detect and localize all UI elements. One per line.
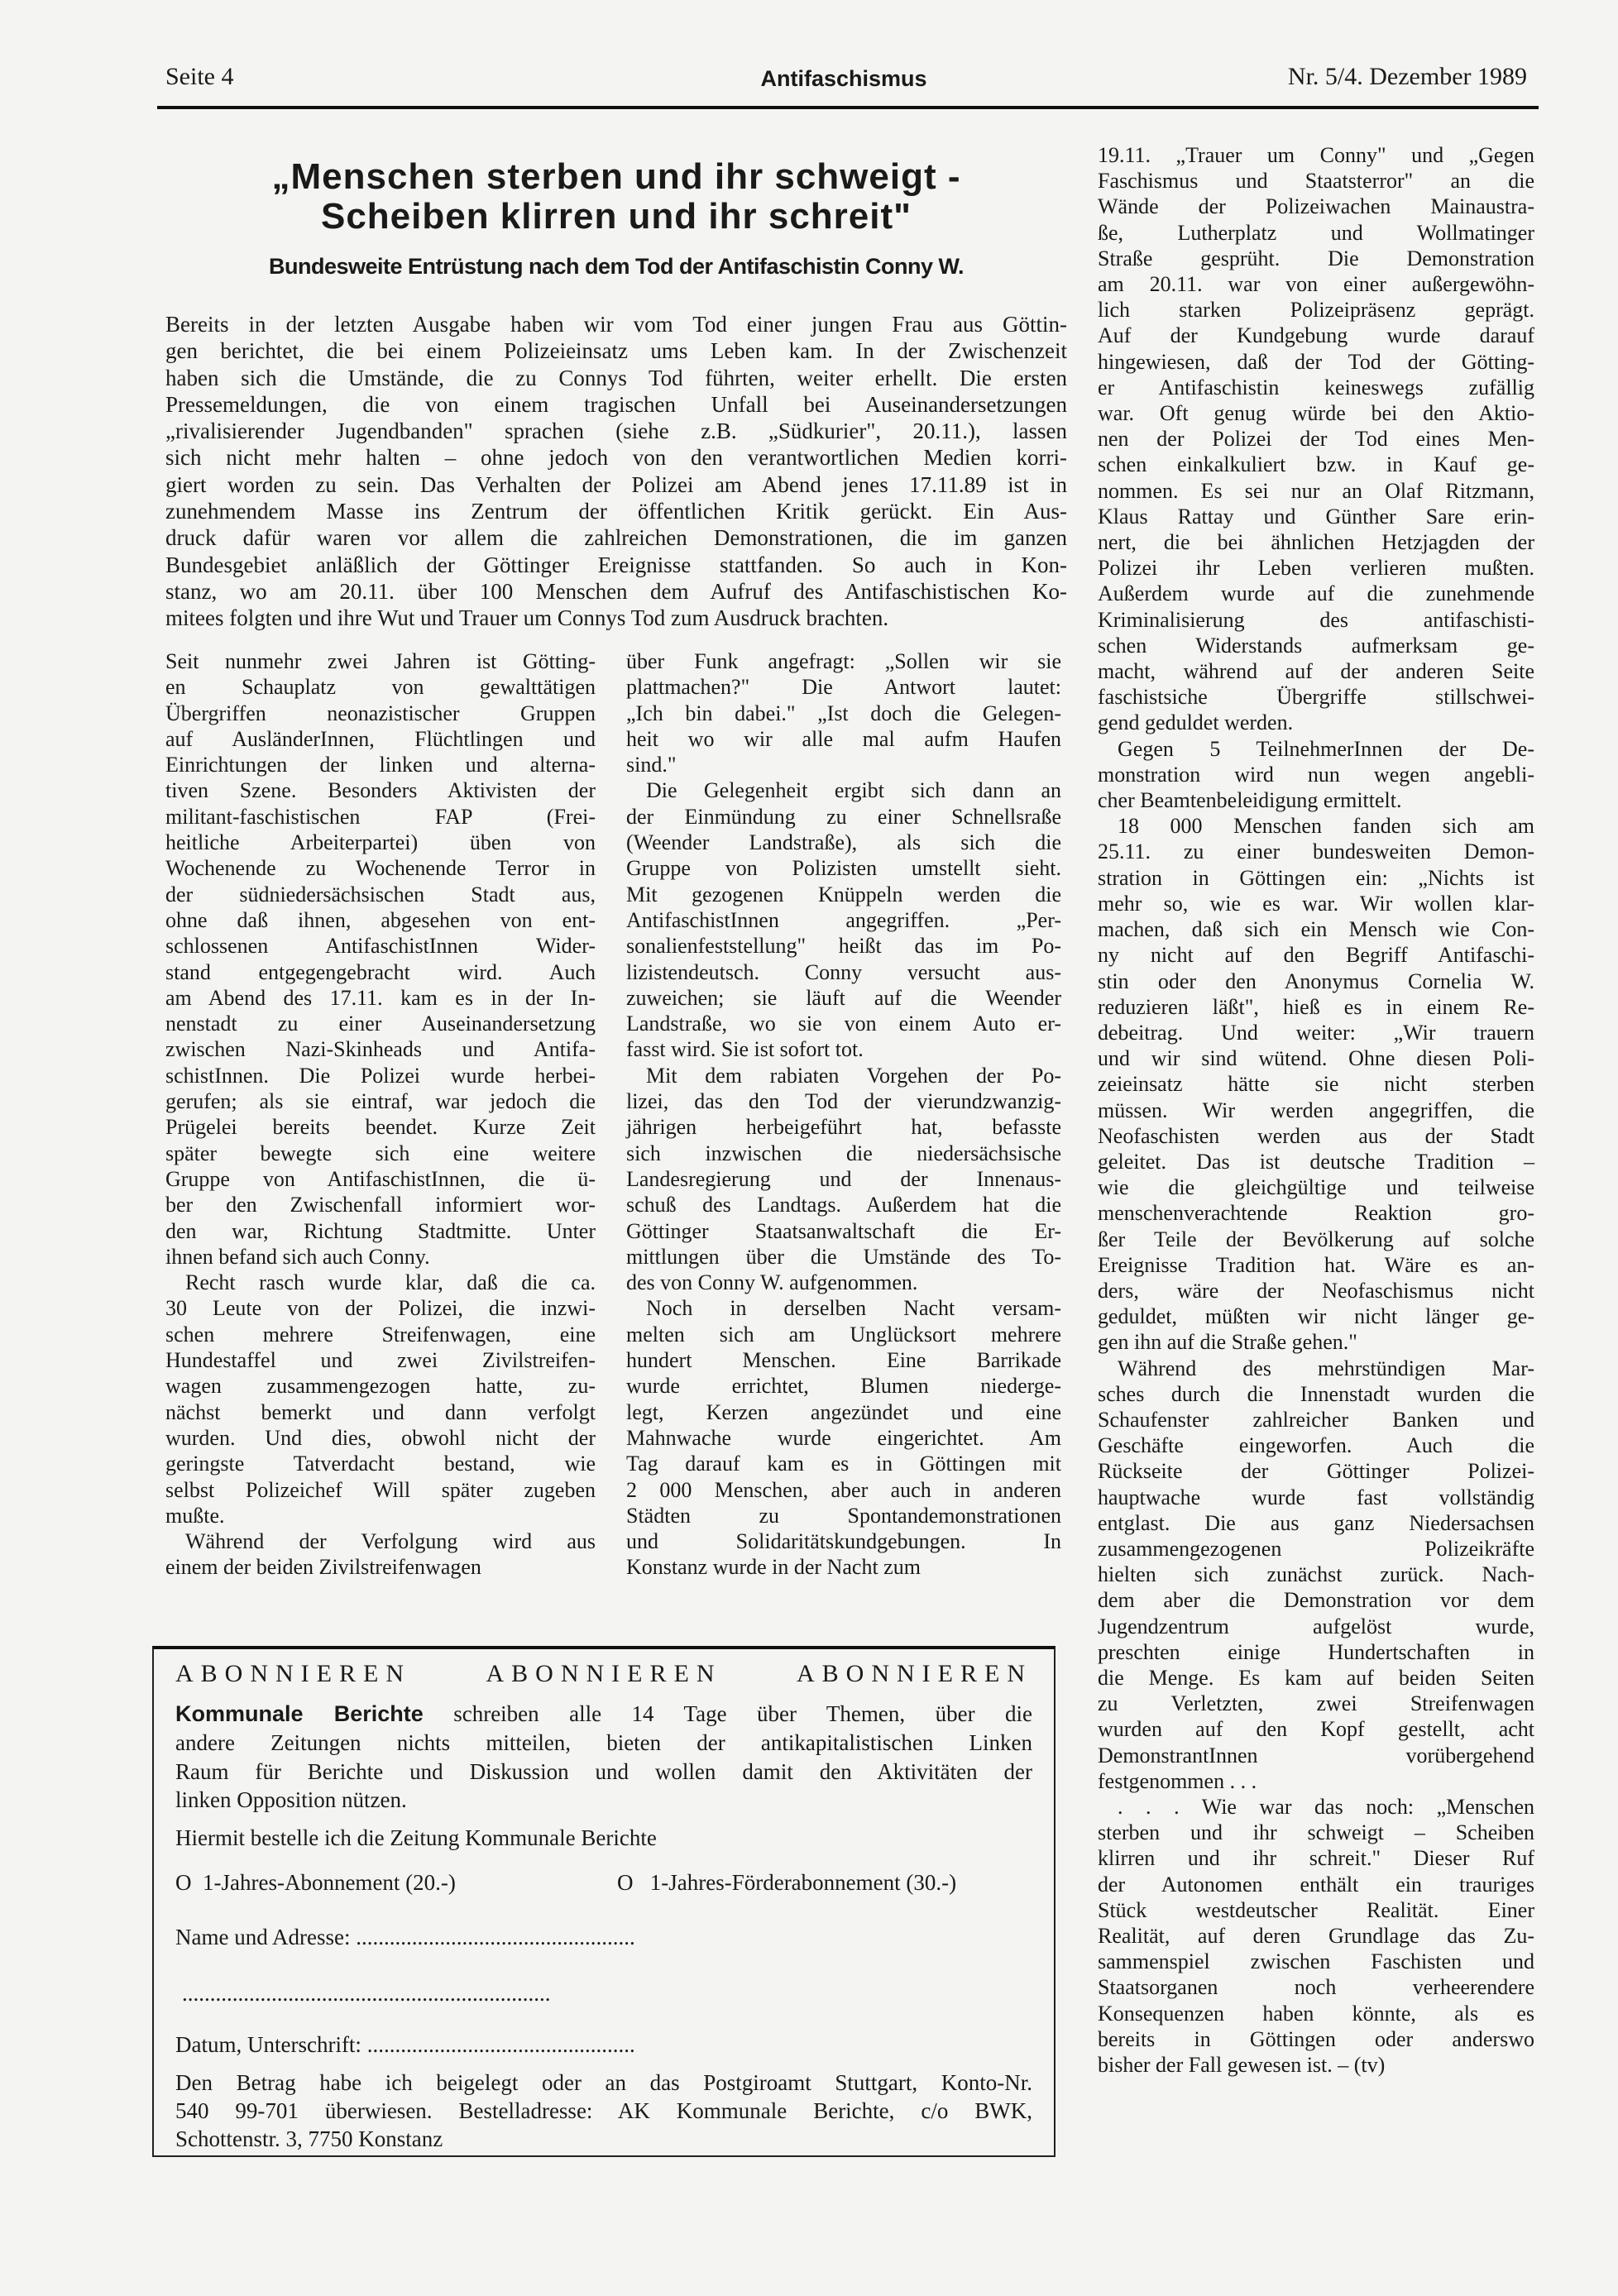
text-line: nommen. Es sei nur an Olaf Ritzmann, xyxy=(1098,478,1534,503)
text-line: druck dafür waren vor allem die zahlreichen Demonstrationen, die im ganzen xyxy=(165,525,1067,551)
text-line: nert, die bei ähnlichen Hetzjagden der xyxy=(1098,530,1534,555)
text-line: schistInnen. Die Polizei wurde herbei- xyxy=(165,1063,596,1088)
text-line: Gruppe von AntifaschistInnen, die ü- xyxy=(165,1166,596,1191)
text-line: Wände der Polizeiwachen Mainaustra- xyxy=(1098,194,1534,219)
text-line: Außerdem wurde auf die zunehmende xyxy=(1098,581,1534,606)
text-line: auf AusländerInnen, Flüchtlingen und xyxy=(165,726,596,751)
text-line: nächst bemerkt und dann verfolgt xyxy=(165,1399,596,1424)
text-line: ße, Lutherplatz und Wollmatinger xyxy=(1098,220,1534,245)
paragraph xyxy=(1098,736,1534,814)
text-line: menschenverachtende Reaktion gro- xyxy=(1098,1201,1534,1226)
text-line: lizistendeutsch. Conny versucht aus- xyxy=(626,959,1061,984)
text-line: mehr so, wie es war. Wir wollen klar- xyxy=(1098,891,1534,916)
text-line: geringste Tatverdacht bestand, wie xyxy=(165,1452,596,1476)
text-line: gen ihn auf die Straße gehen." xyxy=(1098,1330,1357,1355)
text-line: Ereignisse Tradition hat. Wäre es an- xyxy=(1098,1252,1534,1277)
option-annual[interactable]: O 1-Jahres-Abonnement (20.-) xyxy=(175,1870,456,1895)
text-line: zeieinsatz hätte sie nicht sterben xyxy=(1098,1072,1534,1097)
text-line: AntifaschistInnen angegriffen. „Per- xyxy=(626,907,1061,932)
subscription-box xyxy=(152,1646,1056,2157)
text-line: plattmachen?" Die Antwort lautet: xyxy=(626,675,1061,700)
text-line: später bewegte sich eine weitere xyxy=(165,1141,596,1165)
text-line: mittlungen über die Umstände des To- xyxy=(626,1244,1061,1269)
paragraph xyxy=(626,1063,1061,1296)
text-line: Prügelei bereits beendet. Kurze Zeit xyxy=(165,1115,596,1140)
name-address-field[interactable]: Name und Adresse: .................................................. xyxy=(175,1925,635,1949)
text-line: Landesregierung und der Innenaus- xyxy=(626,1166,1061,1191)
article-subtitle: Bundesweite Entrüstung nach dem Tod der Antifaschistin Conny W. xyxy=(268,254,965,279)
column-middle xyxy=(626,648,1061,1581)
text-line: schuß des Landtags. Außerdem hat die xyxy=(626,1193,1061,1217)
text-line: Städten zu Spontandemonstrationen xyxy=(626,1503,1061,1528)
text-line: preschten einige Hundertschaften in xyxy=(1098,1639,1534,1664)
text-line: Konsequenzen haben könnte, als es xyxy=(1098,2001,1534,2026)
text-line: 25.11. zu einer bundesweiten Demon- xyxy=(1098,839,1534,864)
payment-line: Den Betrag habe ich beigelegt oder an das Postgiroamt Stuttgart, Konto-Nr. xyxy=(175,2070,1032,2095)
text-line: 2 000 Menschen, aber auch in anderen xyxy=(626,1477,1061,1502)
subscription-title: ABONNIEREN ABONNIEREN ABONNIEREN xyxy=(175,1660,1032,1687)
article-title xyxy=(165,157,1067,237)
text-line: Mahnwache wurde eingerichtet. Am xyxy=(626,1425,1061,1450)
text-line: wagen zusammengezogen hatte, zu- xyxy=(165,1374,596,1399)
text-line: zunehmendem Masse ins Zentrum der öffentlichen Kritik gerückt. Ein Aus- xyxy=(165,499,1067,524)
text-line: zu Verletzten, zwei Streifenwagen xyxy=(1098,1691,1534,1716)
text-line: DemonstrantInnen vorübergehend xyxy=(1098,1743,1534,1767)
text-line: militant-faschistischen FAP (Frei- xyxy=(165,804,596,829)
text-line: wurde errichtet, Blumen niederge- xyxy=(626,1374,1061,1399)
text-line: macht, während auf der anderen Seite xyxy=(1098,659,1534,684)
text-line: nen der Polizei der Tod eines Men- xyxy=(1098,427,1534,452)
text-line: hielten sich zunächst zurück. Nach- xyxy=(1098,1562,1534,1587)
text-line: gerufen; als sie eintraf, war jedoch die xyxy=(165,1089,596,1114)
text-line: ohne daß ihnen, abgesehen von ent- xyxy=(165,907,596,932)
text-line: schlossenen AntifaschistInnen Wider- xyxy=(165,934,596,959)
paragraph xyxy=(626,648,1061,777)
subscription-text-line: andere Zeitungen nichts mitteilen, bieten der antikapitalistischen Linken xyxy=(175,1730,1032,1755)
text-line: Geschäfte eingeworfen. Auch die xyxy=(1098,1433,1534,1458)
text-line: Die Gelegenheit ergibt sich dann an xyxy=(646,778,1061,803)
payment-line: Schottenstr. 3, 7750 Konstanz xyxy=(175,2126,443,2151)
text-line: die Menge. Es kam auf beiden Seiten xyxy=(1098,1665,1534,1690)
text-line: debeitrag. Und weiter: „Wir trauern xyxy=(1098,1020,1534,1045)
subscription-text-line xyxy=(175,1700,1032,1727)
text-line: bereits in Göttingen oder anderswo xyxy=(1098,2026,1534,2051)
title-line-1: „Menschen sterben und ihr schweigt - xyxy=(271,156,961,197)
paragraph xyxy=(626,777,1061,1062)
text-line: Mit gezogenen Knüppeln werden die xyxy=(626,882,1061,906)
text-line: Einrichtungen der linken und alterna- xyxy=(165,753,596,777)
text-line: giert worden zu sein. Das Verhalten der Polizei am Abend jenes 17.11.89 ist in xyxy=(165,471,1067,497)
text-line: wurden auf den Kopf gestellt, acht xyxy=(1098,1717,1534,1742)
text-line: der Einmündung zu einer Schnellsraße xyxy=(626,804,1061,829)
text-line: Während der Verfolgung wird aus xyxy=(185,1529,596,1554)
text-line: jährigen herbeigeführt hat, befasste xyxy=(626,1115,1061,1140)
text-line: reduzieren läßt", hieß es in einem Re- xyxy=(1098,994,1534,1019)
text-line: Kriminalisierung des antifaschisti- xyxy=(1098,607,1534,632)
text-line: machen, daß sich ein Mensch wie Con- xyxy=(1098,917,1534,942)
order-text: Hiermit bestelle ich die Zeitung Kommunale Berichte xyxy=(175,1825,657,1850)
paragraph xyxy=(1098,1356,1534,1794)
column-right xyxy=(1098,142,1534,2078)
text-line: Pressemeldungen, die von einem tragischen Unfall bei Auseinandersetzungen xyxy=(165,391,1067,417)
text-line: lizei, das den Tod der vierundzwanzig- xyxy=(626,1089,1061,1114)
text-line: cher Beamtenbeleidigung ermittelt. xyxy=(1098,788,1402,813)
text-line: am 20.11. war von einer außergewöhn- xyxy=(1098,272,1534,297)
text-line: sterben und ihr schweigt – Scheiben xyxy=(1098,1820,1534,1845)
text-line: Recht rasch wurde klar, daß die ca. xyxy=(185,1270,596,1295)
text-line: Tag darauf kam es in Göttingen mit xyxy=(626,1452,1061,1476)
text-line: des von Conny W. aufgenommen. xyxy=(626,1270,918,1295)
text-line: Stück westdeutscher Realität. Einer xyxy=(1098,1897,1534,1922)
text-line: sches durch die Innenstadt wurden die xyxy=(1098,1381,1534,1406)
text-line: der südniedersächsischen Stadt aus, xyxy=(165,882,596,906)
text-line: und wir sind wütend. Ohne diesen Poli- xyxy=(1098,1046,1534,1071)
text-line: sich nicht mehr halten – ohne jedoch von den verantwortlichen Medien korri- xyxy=(165,445,1067,471)
text-line: schen mehrere Streifenwagen, eine xyxy=(165,1322,596,1347)
text-line: der Autonomen enthält ein trauriges xyxy=(1098,1872,1534,1897)
text-line: geduldet, müßten wir nicht länger ge- xyxy=(1098,1304,1534,1329)
text-line: über Funk angefragt: „Sollen wir sie xyxy=(626,649,1061,673)
text-line: entglast. Die aus ganz Niedersachsen xyxy=(1098,1510,1534,1535)
text-line: hundert Menschen. Eine Barrikade xyxy=(626,1348,1061,1373)
text-line: Übergriffen neonazistischer Gruppen xyxy=(165,701,596,725)
text: schreiben alle 14 Tage über Themen, über die xyxy=(423,1701,1032,1726)
article-intro xyxy=(165,311,1067,632)
text-line: Gruppe von Polizisten umstellt sieht. xyxy=(626,856,1061,881)
text-line: gen berichtet, die bei einem Polizeieinsatz ums Leben kam. In der Zwischenzeit xyxy=(165,338,1067,364)
text-line: hingewiesen, daß der Tod der Götting- xyxy=(1098,349,1534,374)
text-line: heit wo wir alle mal aufm Haufen xyxy=(626,726,1061,751)
text-line: . . . Wie war das noch: „Menschen xyxy=(1118,1795,1534,1819)
text-line: bisher der Fall gewesen ist. – (tv) xyxy=(1098,2053,1386,2078)
text-line: müssen. Wir werden angegriffen, die xyxy=(1098,1098,1534,1122)
text-line: sich inzwischen die niedersächsische xyxy=(626,1141,1061,1165)
text-line: Gegen 5 TeilnehmerInnen der De- xyxy=(1118,736,1534,761)
text-line: den war, Richtung Stadtmitte. Unter xyxy=(165,1218,596,1243)
address-dots-line[interactable]: .................................................................. xyxy=(182,1981,551,2006)
text-line: stration in Göttingen ein: „Nichts ist xyxy=(1098,865,1534,890)
text-line: Noch in derselben Nacht versam- xyxy=(646,1296,1061,1321)
paragraph xyxy=(626,1295,1061,1580)
text-line: Neofaschisten werden aus der Stadt xyxy=(1098,1123,1534,1148)
option-supporter[interactable]: O 1-Jahres-Förderabonnement (30.-) xyxy=(617,1870,957,1895)
text-line: Schaufenster zahlreicher Banken und xyxy=(1098,1407,1534,1432)
text-line: en Schauplatz von gewalttätigen xyxy=(165,675,596,700)
text-line: monstration wird nun wegen angebli- xyxy=(1098,762,1534,787)
text-line: faschistsiche Übergriffe stillschwei- xyxy=(1098,685,1534,710)
text-line: selbst Polizeichef Will später zugeben xyxy=(165,1477,596,1502)
text-line: hauptwache wurde fast vollständig xyxy=(1098,1485,1534,1509)
text-line: und Solidaritätskundgebungen. In xyxy=(626,1529,1061,1554)
text-line: Straße gesprüht. Die Demonstration xyxy=(1098,246,1534,270)
text-line: Wochenende zu Wochenende Terror in xyxy=(165,856,596,881)
subscription-text-line: linken Opposition nützen. xyxy=(175,1787,407,1812)
paragraph xyxy=(1098,142,1534,736)
text-line: schen Widerstands aufmerksam ge- xyxy=(1098,633,1534,658)
text-line: ders, wäre der Neofaschismus nicht xyxy=(1098,1278,1534,1303)
text-line: zwischen Nazi-Skinheads und Antifa- xyxy=(165,1037,596,1062)
text-line: stin oder den Anonymus Cornelia W. xyxy=(1098,969,1534,993)
title-line-2: Scheiben klirren und ihr schreit" xyxy=(320,196,912,237)
text-line: Landstraße, wo sie von einem Auto er- xyxy=(626,1012,1061,1036)
text-line: „Ich bin dabei." „Ist doch die Gelegen- xyxy=(626,701,1061,725)
column-left xyxy=(165,648,596,1581)
brand-name: Kommunale Berichte xyxy=(175,1701,424,1726)
date-signature-field[interactable]: Datum, Unterschrift: ................................................ xyxy=(175,2032,635,2057)
text-line: stand entgegengebracht wird. Auch xyxy=(165,959,596,984)
text-line: dem aber die Demonstration vor dem xyxy=(1098,1588,1534,1613)
text-line: Während des mehrstündigen Mar- xyxy=(1118,1356,1534,1380)
text-line: Klaus Rattay und Günther Sare erin- xyxy=(1098,504,1534,529)
text-line: haben sich die Umstände, die zu Connys Tod führten, weiter erhellt. Die ersten xyxy=(165,365,1067,390)
text-line: „rivalisierender Jugendbanden" sprachen (siehe z.B. „Südkurier", 20.11.), lassen xyxy=(165,419,1067,444)
text-line: wurden. Und dies, obwohl nicht der xyxy=(165,1425,596,1450)
text-line: klirren und ihr schreit." Dieser Ruf xyxy=(1098,1846,1534,1871)
text-line: einem der beiden Zivilstreifenwagen xyxy=(165,1555,481,1580)
text-line: ihnen befand sich auch Conny. xyxy=(165,1244,430,1269)
text-line: tiven Szene. Besonders Aktivisten der xyxy=(165,778,596,803)
text-line: Bundesgebiet anläßlich der Göttinger Ereignisse stattfanden. So auch in Kon- xyxy=(165,552,1067,577)
text-line: zuweichen; sie läuft auf die Weender xyxy=(626,985,1061,1010)
paragraph xyxy=(1098,1794,1534,2078)
text-line: Mit dem rabiaten Vorgehen der Po- xyxy=(646,1063,1061,1088)
text-line: ny nicht auf den Begriff Antifaschi- xyxy=(1098,943,1534,968)
text-line: Realität, auf deren Grundlage das Zu- xyxy=(1098,1924,1534,1949)
text-line: Hundestaffel und zwei Zivilstreifen- xyxy=(165,1348,596,1373)
text-line: zusammengezogenen Polizeikräfte xyxy=(1098,1536,1534,1561)
text-line: 18 000 Menschen fanden sich am xyxy=(1118,814,1534,839)
text-line: Rückseite der Göttinger Polizei- xyxy=(1098,1459,1534,1484)
text-line: Göttinger Staatsanwaltschaft die Er- xyxy=(626,1218,1061,1243)
issue-date: Nr. 5/4. Dezember 1989 xyxy=(1287,63,1527,90)
text-line: geleitet. Das ist deutsche Tradition – xyxy=(1098,1149,1534,1174)
paragraph xyxy=(165,311,1067,632)
text-line: 30 Leute von der Polizei, die inzwi- xyxy=(165,1296,596,1321)
text-line: heitliche Arbeiterpartei) üben von xyxy=(165,830,596,855)
text-line: Jugendzentrum aufgelöst wurde, xyxy=(1098,1614,1534,1638)
text-line: am Abend des 17.11. kam es in der In- xyxy=(165,985,596,1010)
subscription-text-line: Raum für Berichte und Diskussion und wollen damit den Aktivitäten der xyxy=(175,1759,1032,1784)
text-line: Faschismus und Staatsterror" an die xyxy=(1098,169,1534,194)
paragraph xyxy=(165,648,596,1270)
paragraph xyxy=(165,1270,596,1528)
paragraph xyxy=(165,1528,596,1581)
text-line: 19.11. „Trauer um Conny" und „Gegen xyxy=(1098,143,1534,167)
paragraph xyxy=(1098,813,1534,1355)
text-line: Bereits in der letzten Ausgabe haben wir vom Tod einer jungen Frau aus Göttin- xyxy=(165,312,1067,337)
text-line: nenstadt zu einer Auseinandersetzung xyxy=(165,1012,596,1036)
text-line: gend geduldet werden. xyxy=(1098,710,1294,735)
text-line: Konstanz wurde in der Nacht zum xyxy=(626,1555,921,1580)
text-line: stanz, wo am 20.11. über 100 Menschen dem Aufruf des Antifaschistischen Ko- xyxy=(165,578,1067,604)
section-name: Antifaschismus xyxy=(760,66,927,91)
text-line: wie die gleichgültige und teilweise xyxy=(1098,1175,1534,1200)
text-line: (Weender Landstraße), als sich die xyxy=(626,830,1061,855)
page-number: Seite 4 xyxy=(165,63,234,90)
text-line: ber den Zwischenfall informiert wor- xyxy=(165,1193,596,1217)
text-line: mußte. xyxy=(165,1503,225,1528)
header-rule xyxy=(157,106,1539,109)
text-line: sind." xyxy=(626,753,677,777)
text-line: Auf der Kundgebung wurde darauf xyxy=(1098,323,1534,348)
text-line: sonalienfeststellung" heißt das im Po- xyxy=(626,934,1061,959)
text-line: festgenommen . . . xyxy=(1098,1768,1257,1793)
text-line: sammenspiel zwischen Faschisten und xyxy=(1098,1949,1534,1974)
text-line: Seit nunmehr zwei Jahren ist Götting- xyxy=(165,649,596,673)
text-line: Staatsorganen noch verheerendere xyxy=(1098,1975,1534,2000)
text-line: melten sich am Unglücksort mehrere xyxy=(626,1322,1061,1347)
text-line: fasst wird. Sie ist sofort tot. xyxy=(626,1037,864,1062)
text-line: schen einkalkuliert bzw. in Kauf ge- xyxy=(1098,452,1534,477)
text-line: ßer Teile der Bevölkerung auf solche xyxy=(1098,1227,1534,1251)
text-line: lich starken Polizeipräsenz geprägt. xyxy=(1098,298,1534,323)
text-line: legt, Kerzen angezündet und eine xyxy=(626,1399,1061,1424)
text-line: war. Oft genug würde bei den Aktio- xyxy=(1098,401,1534,426)
payment-line: 540 99-701 überwiesen. Bestelladresse: AK Kommunale Berichte, c/o BWK, xyxy=(175,2098,1032,2123)
text-line: mitees folgten und ihre Wut und Trauer um Connys Tod zum Ausdruck brachten. xyxy=(165,605,889,631)
text-line: er Antifaschistin keineswegs zufällig xyxy=(1098,375,1534,399)
text-line: Polizei ihr Leben verlieren mußten. xyxy=(1098,556,1534,581)
